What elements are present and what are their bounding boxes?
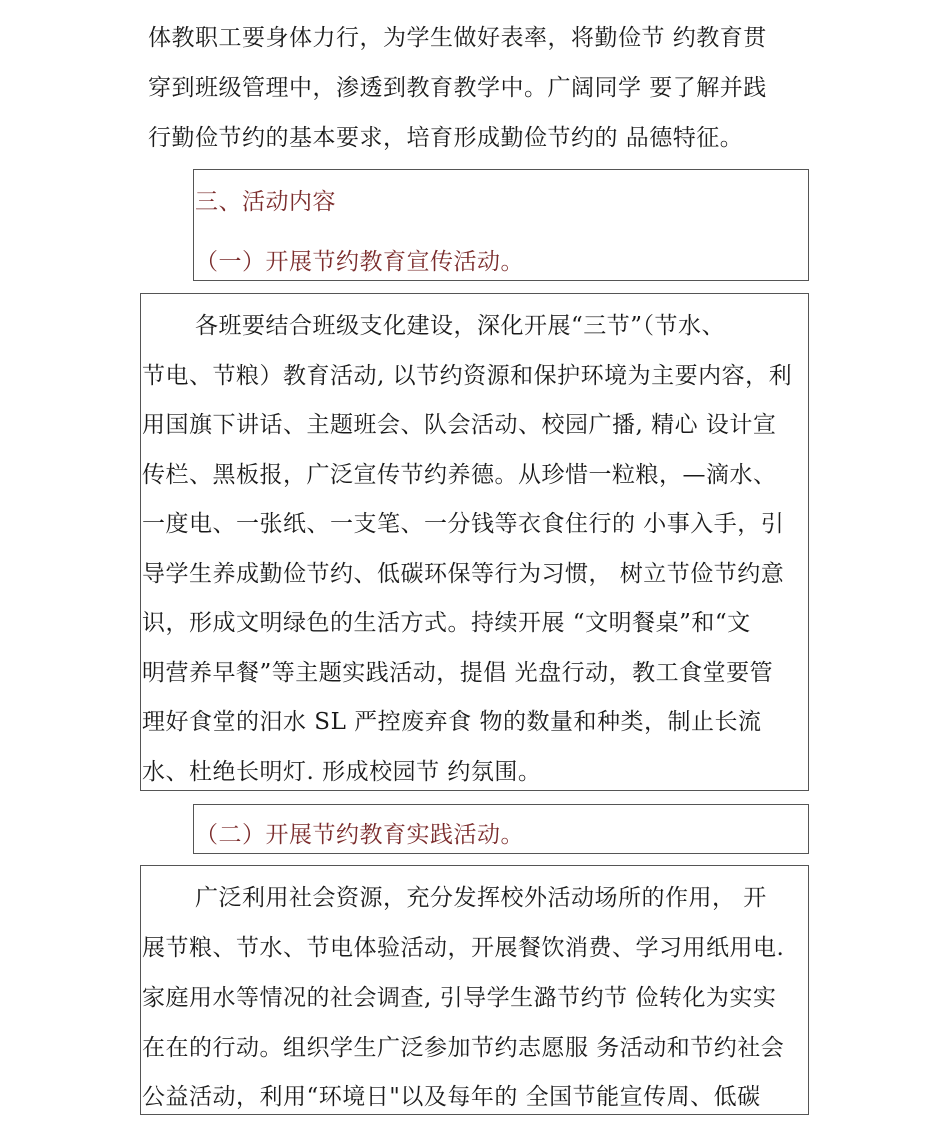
- paragraph-line: 理好食堂的汨水 SL 严控废弃食 物的数量和种类，制止长流: [142, 709, 762, 735]
- paragraph-line: 公益活动，利用“环境日"以及每年的 全国节能宣传周、低碳: [142, 1084, 761, 1110]
- section-title: 三、活动内容: [195, 189, 336, 215]
- paragraph-line: 水、杜绝长明灯. 形成校园节 约氛围。: [142, 759, 542, 785]
- paragraph-line: 识，形成文明绿色的生活方式。持续开展 “文明餐桌”和“文: [142, 610, 751, 636]
- paragraph-line: 广泛利用社会资源，充分发挥校外活动场所的作用， 开: [195, 885, 767, 911]
- paragraph-line: 节电、节粮）教育活动, 以节约资源和保护环境为主要内容，利: [142, 363, 793, 389]
- paragraph-line: 家庭用水等情况的社会调查, 引导学生潞节约节 俭转化为实实: [142, 985, 777, 1011]
- paragraph-line: 在在的行动。组织学生广泛参加节约志愿服 务活动和节约社会: [142, 1035, 785, 1061]
- paragraph-line: 一度电、一张纸、一支笔、一分钱等衣食住行的 小事入手，引: [142, 511, 785, 537]
- paragraph-line: 展节粮、节水、节电体验活动，开展餐饮消费、学习用纸用电.: [142, 935, 785, 961]
- intro-line: 体教职工要身体力行，为学生做好表率，将勤俭节 约教育贯: [148, 25, 767, 51]
- subsection-title-two: （二）开展节约教育实践活动。: [195, 822, 524, 848]
- intro-line: 行勤俭节约的基本要求，培育形成勤俭节约的 品德特征。: [148, 125, 744, 151]
- paragraph-line: 用国旗下讲话、主题班会、队会活动、校园广播, 精心 设计宣: [142, 412, 777, 438]
- intro-line: 穿到班级管理中，渗透到教育教学中。广阔同学 要了解并践: [148, 75, 767, 101]
- subsection-title-one: （一）开展节约教育宣传活动。: [195, 249, 524, 275]
- paragraph-line: 各班要结合班级支化建设，深化开展“三节”（节水、: [195, 313, 726, 339]
- paragraph-line: 导学生养成勤俭节约、低碳环保等行为习惯， 树立节俭节约意: [142, 561, 785, 587]
- paragraph-line: 明营养早餐”等主题实践活动，提倡 光盘行动，教工食堂要管: [142, 660, 774, 686]
- paragraph-line: 传栏、黑板报，广泛宣传节约养德。从珍惜一粒粮，—滴水、: [142, 462, 777, 488]
